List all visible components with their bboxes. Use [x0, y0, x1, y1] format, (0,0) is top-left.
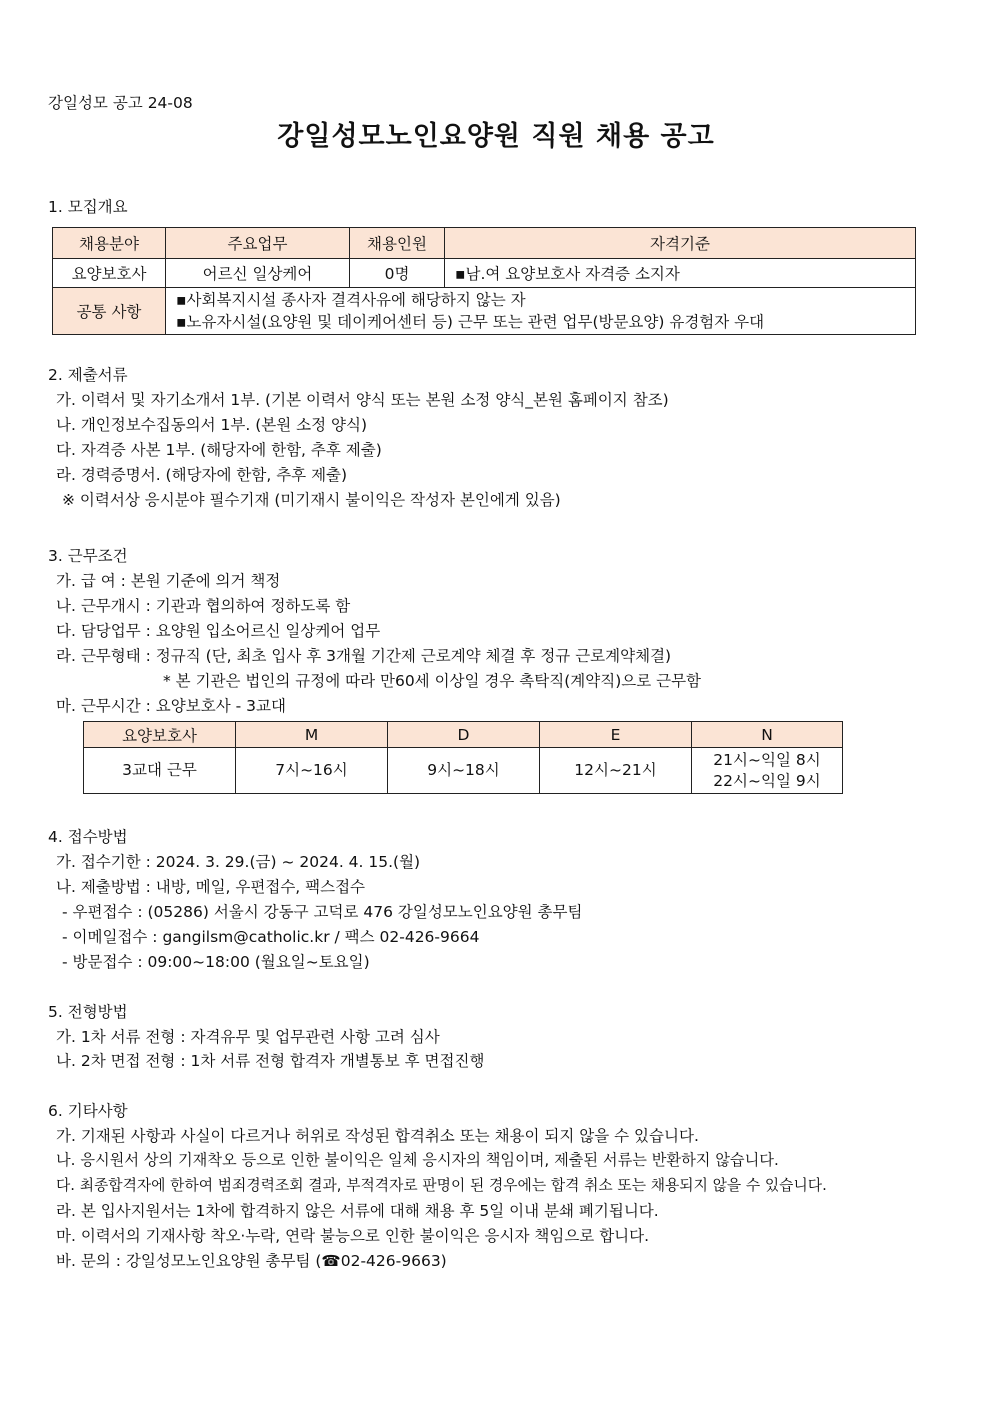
list-item: 나. 근무개시 : 기관과 협의하여 정하도록 함 [56, 597, 351, 615]
list-item: 나. 응시원서 상의 기재착오 등으로 인한 불이익은 일체 응시자의 책임이며, 제출된 서류는 반환하지 않습니다. [56, 1151, 779, 1169]
cell-duty: 어르신 일상케어 [166, 259, 350, 288]
table-header-row [84, 722, 843, 748]
list-item: 다. 담당업무 : 요양원 입소어르신 일상케어 업무 [56, 622, 381, 640]
notice-number: 강일성모 공고 24-08 [48, 94, 193, 112]
header-qualification: 자격기준 [445, 228, 916, 259]
cell-common-label: 공통 사항 [53, 288, 166, 335]
list-item: 가. 이력서 및 자기소개서 1부. (기본 이력서 양식 또는 본원 소정 양식_본원 홈페이지 참조) [56, 391, 669, 409]
list-item: 라. 근무형태 : 정규직 (단, 최초 입사 후 3개월 기간제 근로계약 체결 후 정규 근로계약체결) [56, 647, 672, 665]
cell-row-label: 3교대 근무 [84, 748, 236, 794]
header-shift-e: E [540, 722, 692, 748]
header-shift-n: N [692, 722, 843, 748]
list-item: 나. 개인정보수집동의서 1부. (본원 소정 양식) [56, 416, 367, 434]
list-item: 바. 문의 : 강일성모노인요양원 총무팀 (☎02-426-9663) [56, 1252, 447, 1270]
note-item: * 본 기관은 법인의 규정에 따라 만60세 이상일 경우 촉탁직(계약직)으로 근무함 [163, 672, 702, 690]
note-item: ※ 이력서상 응시분야 필수기재 (미기재시 불이익은 작성자 본인에게 있음) [62, 491, 561, 509]
list-item: 가. 기재된 사항과 사실이 다르거나 허위로 작성된 합격취소 또는 채용이 되지 않을 수 있습니다. [56, 1127, 699, 1145]
table-row [84, 748, 843, 794]
table-row [53, 259, 916, 288]
section4-heading: 4. 접수방법 [48, 828, 128, 846]
shift-n-line: 21시~익일 8시 [713, 750, 821, 769]
section5-heading: 5. 전형방법 [48, 1003, 128, 1021]
cell-common-items [166, 288, 916, 335]
list-item: 라. 본 입사지원서는 1차에 합격하지 않은 서류에 대해 채용 후 5일 이내 분쇄 폐기됩니다. [56, 1202, 659, 1220]
cell-shift-m: 7시~16시 [236, 748, 388, 794]
header-headcount: 채용인원 [350, 228, 445, 259]
shift-table [83, 721, 843, 794]
list-item: 가. 1차 서류 전형 : 자격유무 및 업무관련 사항 고려 심사 [56, 1028, 440, 1046]
cell-qualification: ▪남.여 요양보호사 자격증 소지자 [445, 259, 916, 288]
header-duty: 주요업무 [166, 228, 350, 259]
list-item: 라. 경력증명서. (해당자에 한함, 추후 제출) [56, 466, 348, 484]
header-field: 채용분야 [53, 228, 166, 259]
header-role: 요양보호사 [84, 722, 236, 748]
page-title: 강일성모노인요양원 직원 채용 공고 [277, 121, 715, 152]
shift-n-line: 22시~익일 9시 [713, 771, 821, 790]
header-shift-m: M [236, 722, 388, 748]
cell-shift-e: 12시~21시 [540, 748, 692, 794]
table-row-common [53, 288, 916, 335]
cell-shift-d: 9시~18시 [388, 748, 540, 794]
list-item: 다. 최종합격자에 한하여 범죄경력조회 결과, 부적격자로 판명이 된 경우에는 합격 취소 또는 채용되지 않을 수 있습니다. [56, 1177, 827, 1194]
list-item: 마. 근무시간 : 요양보호사 - 3교대 [56, 697, 286, 715]
common-item: ▪노유자시설(요양원 및 데이케어센터 등) 근무 또는 관련 업무(방문요양) 유경험자 우대 [176, 313, 765, 331]
cell-shift-n [692, 748, 843, 794]
list-item: - 이메일접수 : gangilsm@catholic.kr / 팩스 02-426-9664 [62, 928, 480, 946]
list-item: 나. 제출방법 : 내방, 메일, 우편접수, 팩스접수 [56, 878, 366, 896]
section6-heading: 6. 기타사항 [48, 1102, 128, 1120]
list-item: - 우편접수 : (05286) 서울시 강동구 고덕로 476 강일성모노인요양원 총무팀 [62, 903, 583, 921]
list-item: - 방문접수 : 09:00~18:00 (월요일~토요일) [62, 953, 370, 971]
section3-heading: 3. 근무조건 [48, 547, 128, 565]
recruitment-overview-table [52, 227, 916, 335]
list-item: 다. 자격증 사본 1부. (해당자에 한함, 추후 제출) [56, 441, 382, 459]
header-shift-d: D [388, 722, 540, 748]
section2-heading: 2. 제출서류 [48, 366, 128, 384]
list-item: 마. 이력서의 기재사항 착오·누락, 연락 불능으로 인한 불이익은 응시자 책임으로 합니다. [56, 1227, 650, 1245]
common-item: ▪사회복지시설 종사자 결격사유에 해당하지 않는 자 [176, 291, 526, 309]
cell-headcount: 0명 [350, 259, 445, 288]
table-header-row [53, 228, 916, 259]
cell-field: 요양보호사 [53, 259, 166, 288]
list-item: 가. 접수기한 : 2024. 3. 29.(금) ~ 2024. 4. 15.(월) [56, 853, 421, 871]
list-item: 가. 급 여 : 본원 기준에 의거 책정 [56, 572, 281, 590]
list-item: 나. 2차 면접 전형 : 1차 서류 전형 합격자 개별통보 후 면접진행 [56, 1052, 485, 1070]
section1-heading: 1. 모집개요 [48, 198, 128, 216]
